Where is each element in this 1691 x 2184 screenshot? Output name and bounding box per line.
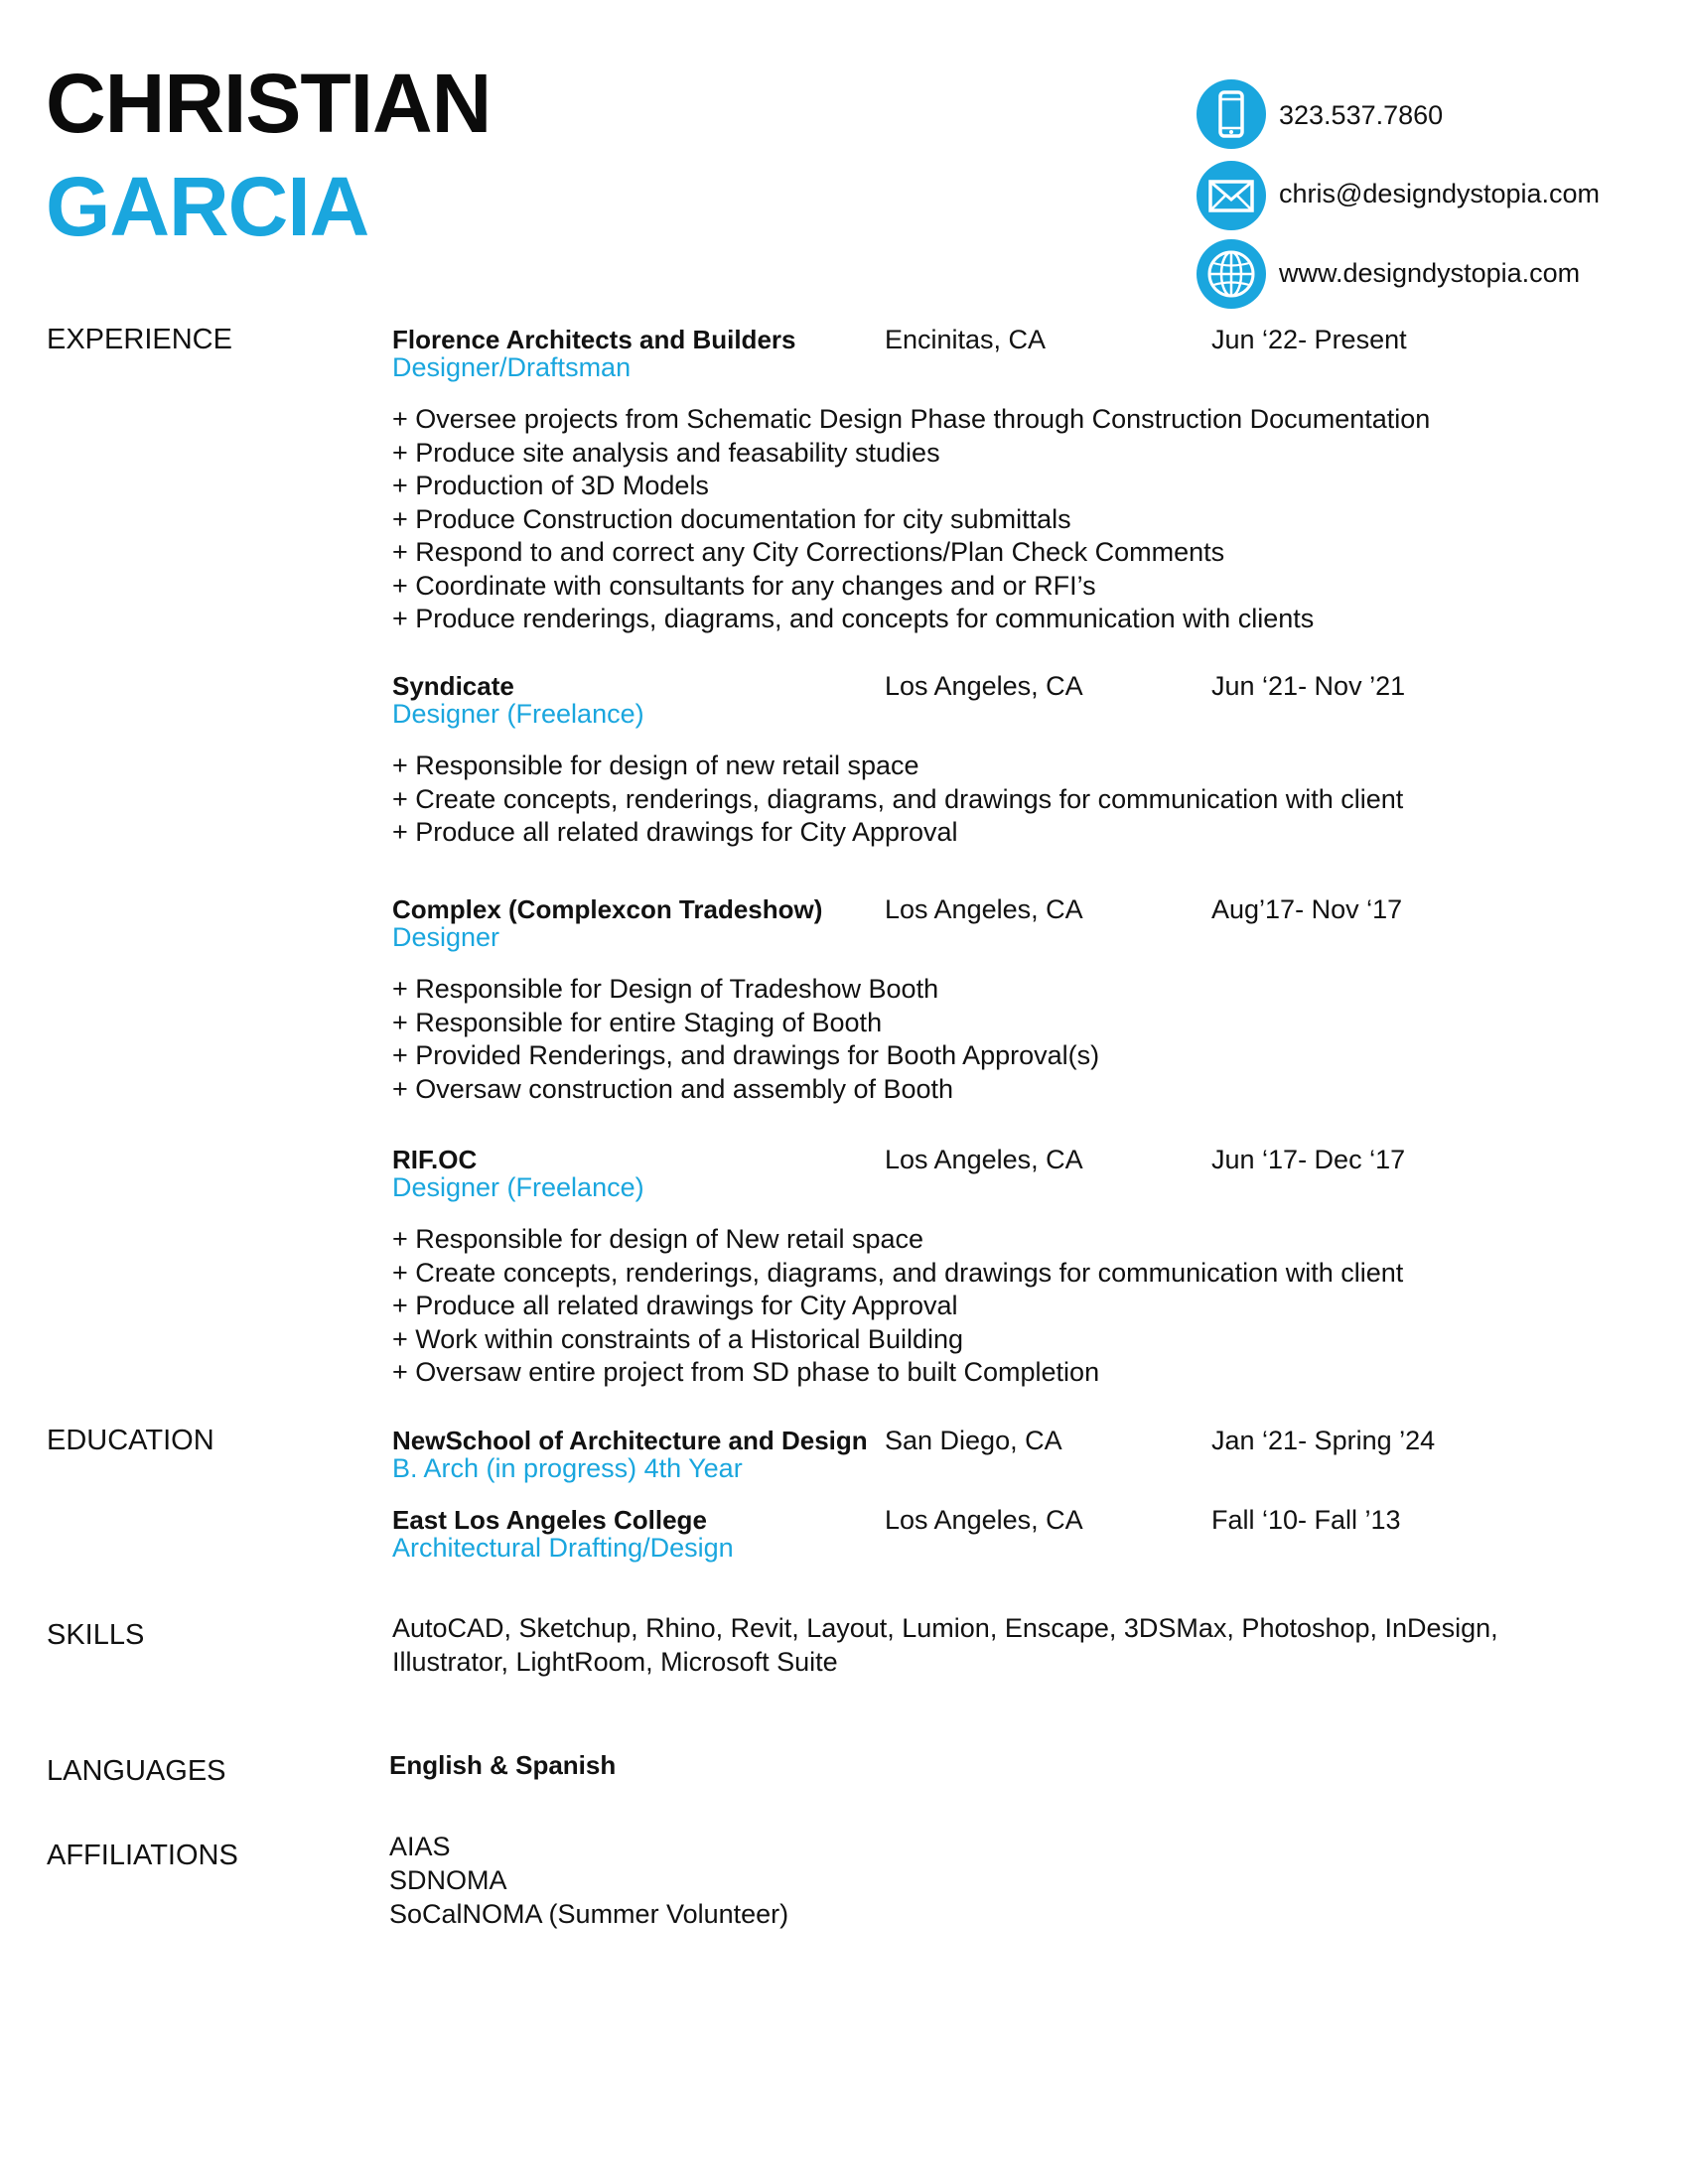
job-company: Syndicate xyxy=(392,671,514,701)
school-dates: Jan ‘21- Spring ’24 xyxy=(1211,1426,1436,1455)
school-name: NewSchool of Architecture and Design xyxy=(392,1426,868,1455)
job-bullet: + Coordinate with consultants for any changes and or RFI’s xyxy=(392,570,1430,604)
job-dates: Jun ‘17- Dec ‘17 xyxy=(1211,1145,1406,1174)
first-name: CHRISTIAN xyxy=(46,57,492,150)
skills-line: Illustrator, LightRoom, Microsoft Suite xyxy=(392,1647,838,1677)
job-bullet: + Produce renderings, diagrams, and concepts for communication with clients xyxy=(392,603,1430,636)
job-company: Florence Architects and Builders xyxy=(392,325,796,354)
phone-number[interactable]: 323.537.7860 xyxy=(1279,100,1444,130)
job-location: Los Angeles, CA xyxy=(885,1145,1083,1174)
last-name: GARCIA xyxy=(46,160,369,253)
job-bullet: + Produce Construction documentation for city submittals xyxy=(392,503,1430,537)
school-location: San Diego, CA xyxy=(885,1426,1062,1455)
affiliation-item: SoCalNOMA (Summer Volunteer) xyxy=(389,1899,789,1929)
job-role: Designer xyxy=(392,922,500,952)
job-location: Los Angeles, CA xyxy=(885,894,1083,924)
job-bullet: + Oversee projects from Schematic Design Phase through Construction Documentation xyxy=(392,403,1430,437)
languages-value: English & Spanish xyxy=(389,1750,617,1780)
job-dates: Jun ‘21- Nov ’21 xyxy=(1211,671,1406,701)
job-bullet: + Responsible for Design of Tradeshow Booth xyxy=(392,973,1099,1007)
job-bullet: + Work within constraints of a Historical Building xyxy=(392,1323,1403,1357)
school-program: Architectural Drafting/Design xyxy=(392,1533,734,1563)
phone-icon xyxy=(1197,79,1266,149)
section-label-skills: SKILLS xyxy=(47,1619,145,1651)
job-role: Designer (Freelance) xyxy=(392,699,644,729)
job-bullet: + Provided Renderings, and drawings for Booth Approval(s) xyxy=(392,1039,1099,1073)
school-name: East Los Angeles College xyxy=(392,1505,707,1535)
job-role: Designer/Draftsman xyxy=(392,352,632,382)
skills-list xyxy=(392,1611,1498,1679)
job-bullets xyxy=(392,1223,1403,1390)
email-address[interactable]: chris@designdystopia.com xyxy=(1279,179,1601,208)
job-bullet: + Responsible for design of new retail space xyxy=(392,750,1403,783)
school-location: Los Angeles, CA xyxy=(885,1505,1083,1535)
job-location: Encinitas, CA xyxy=(885,325,1047,354)
website-url[interactable]: www.designdystopia.com xyxy=(1279,258,1581,288)
job-role: Designer (Freelance) xyxy=(392,1172,644,1202)
job-bullets xyxy=(392,403,1430,636)
job-bullet: + Oversaw entire project from SD phase to built Completion xyxy=(392,1356,1403,1390)
skills-line: AutoCAD, Sketchup, Rhino, Revit, Layout, Lumion, Enscape, 3DSMax, Photoshop, InDesign, xyxy=(392,1613,1498,1643)
globe-icon xyxy=(1197,239,1266,309)
school-program: B. Arch (in progress) 4th Year xyxy=(392,1453,743,1483)
job-dates: Aug’17- Nov ‘17 xyxy=(1211,894,1403,924)
job-bullet: + Production of 3D Models xyxy=(392,470,1430,503)
section-label-affiliations: AFFILIATIONS xyxy=(47,1840,238,1871)
job-dates: Jun ‘22- Present xyxy=(1211,325,1407,354)
job-bullet: + Produce all related drawings for City Approval xyxy=(392,1290,1403,1323)
job-company: Complex (Complexcon Tradeshow) xyxy=(392,894,823,924)
job-bullet: + Responsible for design of New retail space xyxy=(392,1223,1403,1257)
job-bullet: + Produce site analysis and feasability studies xyxy=(392,437,1430,471)
section-label-languages: LANGUAGES xyxy=(47,1755,226,1787)
mail-icon xyxy=(1197,161,1266,230)
job-bullet: + Oversaw construction and assembly of Booth xyxy=(392,1073,1099,1107)
affiliations-list xyxy=(389,1830,788,1931)
job-bullets xyxy=(392,973,1099,1106)
job-bullets xyxy=(392,750,1403,850)
school-dates: Fall ‘10- Fall ’13 xyxy=(1211,1505,1401,1535)
job-bullet: + Respond to and correct any City Corrections/Plan Check Comments xyxy=(392,536,1430,570)
section-label-experience: EXPERIENCE xyxy=(47,324,232,355)
job-bullet: + Create concepts, renderings, diagrams, and drawings for communication with client xyxy=(392,783,1403,817)
job-bullet: + Produce all related drawings for City Approval xyxy=(392,816,1403,850)
job-location: Los Angeles, CA xyxy=(885,671,1083,701)
affiliation-item: AIAS xyxy=(389,1832,451,1861)
section-label-education: EDUCATION xyxy=(47,1425,214,1456)
job-bullet: + Responsible for entire Staging of Booth xyxy=(392,1007,1099,1040)
affiliation-item: SDNOMA xyxy=(389,1865,507,1895)
job-company: RIF.OC xyxy=(392,1145,478,1174)
job-bullet: + Create concepts, renderings, diagrams, and drawings for communication with client xyxy=(392,1257,1403,1291)
